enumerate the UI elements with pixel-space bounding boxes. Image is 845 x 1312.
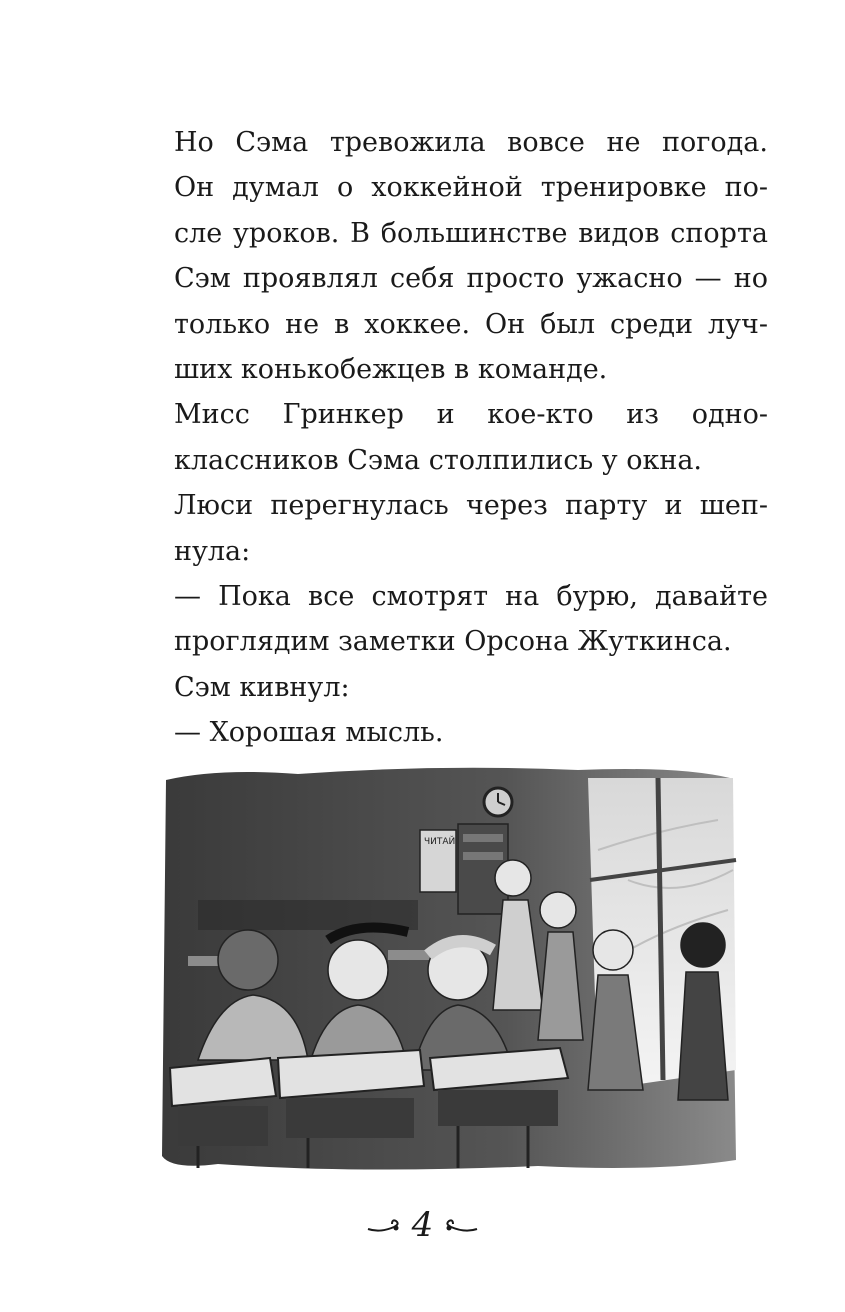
svg-text:ЧИТАЙ: ЧИТАЙ xyxy=(424,837,456,847)
left-ornament-icon xyxy=(366,1215,402,1235)
text-line: Он думал о хоккейной тренировке по- xyxy=(174,172,768,204)
paragraph-3 xyxy=(132,483,768,574)
text-line: Мисс Гринкер и кое-кто из одно- xyxy=(174,399,768,431)
text-line: сле уроков. В большинстве видов спорта xyxy=(174,217,768,249)
paragraph-4 xyxy=(132,574,768,665)
paragraph-5 xyxy=(132,665,768,710)
text-line: — Пока все смотрят на бурю, давайте xyxy=(174,581,768,613)
paragraph-1 xyxy=(132,120,768,392)
text-line: ших конькобежцев в команде. xyxy=(174,354,608,386)
paragraph-6 xyxy=(132,710,768,755)
text-line: Сэм кивнул: xyxy=(174,671,350,703)
classroom-illustration xyxy=(158,760,740,1178)
text-line: Люси перегнулась через парту и шеп- xyxy=(174,490,768,522)
text-line: только не в хоккее. Он был среди луч- xyxy=(174,308,768,340)
page-footer xyxy=(0,1200,845,1250)
text-line: Сэм проявлял себя просто ужасно — но xyxy=(174,263,768,295)
page-number: 4 xyxy=(411,1205,434,1245)
text-line: — Хорошая мысль. xyxy=(174,717,444,749)
classroom-illustration-icon xyxy=(158,760,740,1178)
paragraph-2 xyxy=(132,392,768,483)
page-text xyxy=(132,120,768,756)
text-line: Но Сэма тревожила вовсе не погода. xyxy=(174,127,768,158)
right-ornament-icon xyxy=(443,1215,479,1235)
text-line: классников Сэма столпились у окна. xyxy=(174,444,703,476)
text-line: проглядим заметки Орсона Жуткинса. xyxy=(174,626,732,658)
text-line: нула: xyxy=(174,535,251,567)
